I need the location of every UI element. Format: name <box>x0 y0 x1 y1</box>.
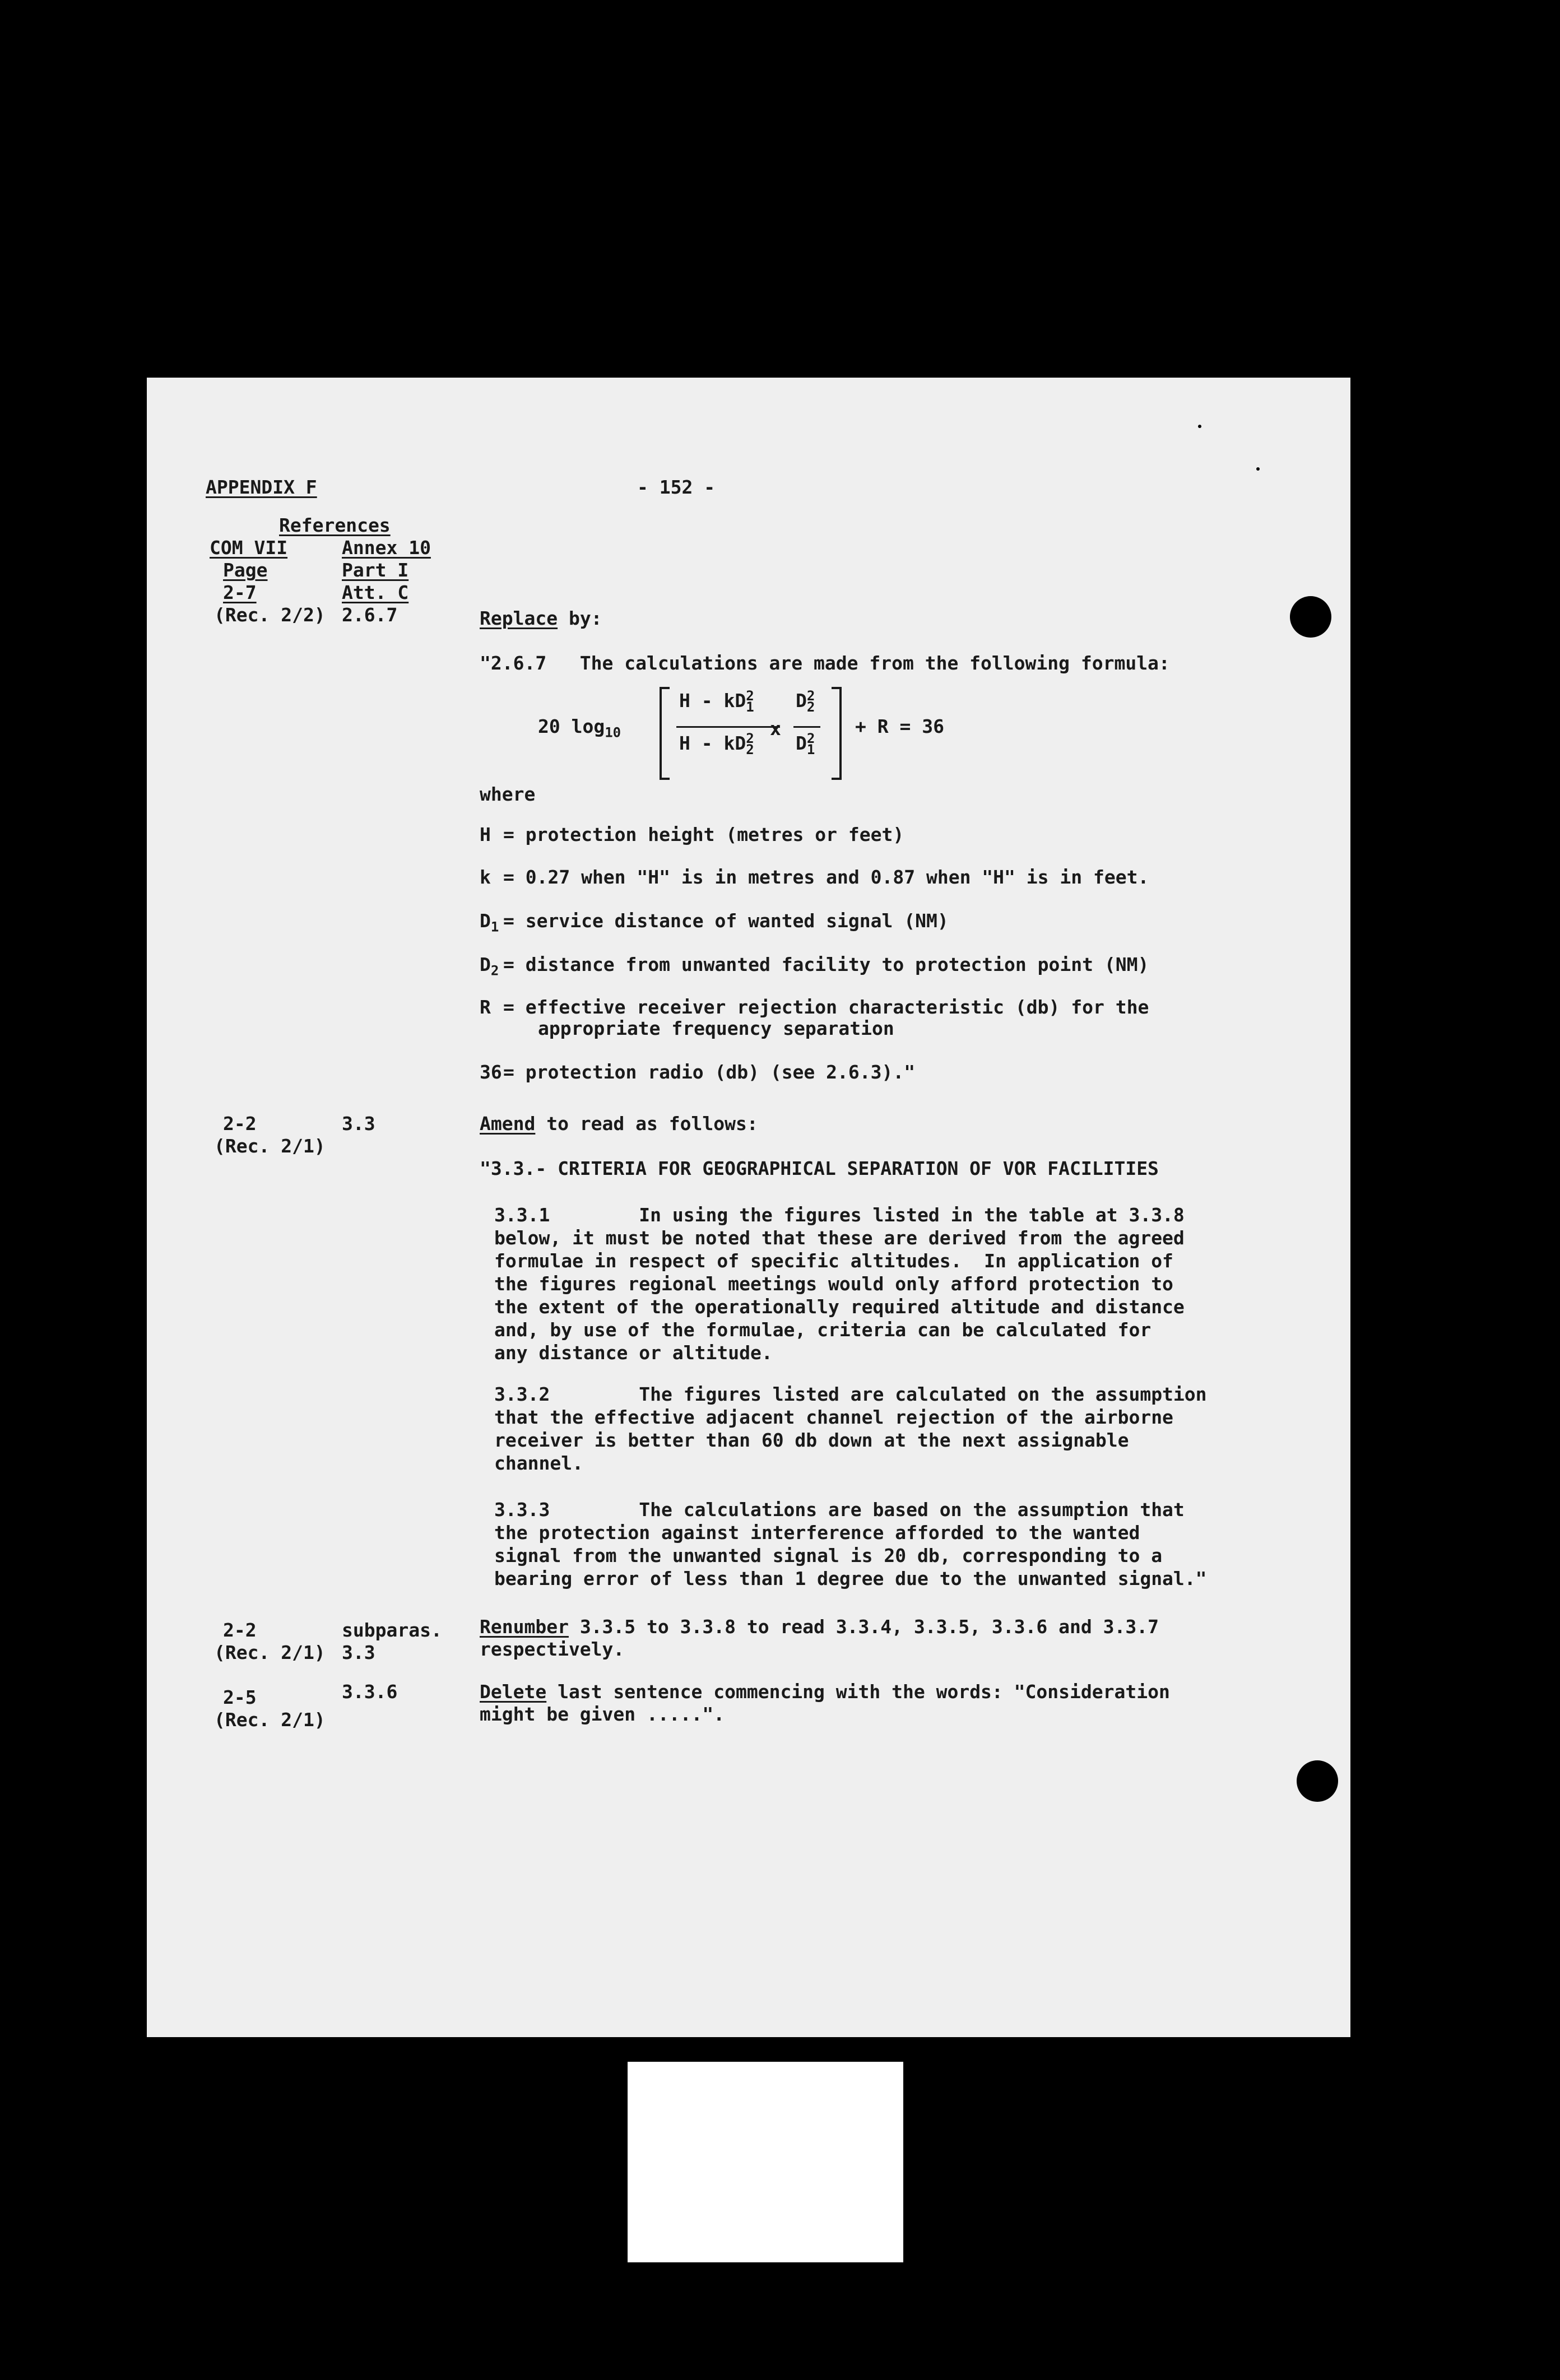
entry4-rest2: might be given .....". <box>480 1703 725 1725</box>
def-d2-symbol: $D_2$ <box>480 954 499 979</box>
entry3-verb: Renumber <box>480 1616 569 1638</box>
formula-times: x <box>770 718 781 740</box>
document-page <box>147 378 1350 2037</box>
def-k-text: = 0.27 when "H" is in metres and 0.87 when "H" is in feet. <box>503 866 1149 888</box>
white-card <box>628 2062 903 2262</box>
ref-col2-sub: Part I <box>342 559 409 581</box>
fraction-bar-b <box>793 726 820 728</box>
entry3-page: 2-2 <box>223 1619 257 1641</box>
page-number: - 152 - <box>637 476 716 498</box>
entry1-page: 2-7 <box>223 582 257 603</box>
para-3-3-1: 3.3.1 In using the figures listed in the table at 3.3.8 below, it must be noted that these are derived from the agreed formulae in respect of specific altitudes. In application of the figures regional meetings would only afford protection to the extent of the operationally required altitude and distance and, by use of the formulae, criteria can be calculated for any distance or altitude. <box>494 1204 1185 1364</box>
def-d1-symbol: $D_1$ <box>480 910 499 935</box>
entry1-rest: by: <box>558 607 602 629</box>
appendix-label: APPENDIX F <box>206 476 317 498</box>
def-r-symbol: R <box>480 996 491 1018</box>
section-heading: "3.3.- CRITERIA FOR GEOGRAPHICAL SEPARATION OF VOR FACILITIES <box>480 1158 1159 1179</box>
entry1-ref: 2.6.7 <box>342 604 398 626</box>
entry3-rest: 3.3.5 to 3.3.8 to read 3.3.4, 3.3.5, 3.3.6 and 3.3.7 <box>568 1616 1159 1638</box>
def-36-text: = protection radio (db) (see 2.6.3)." <box>503 1061 916 1083</box>
entry4-page: 2-5 <box>223 1686 257 1708</box>
formula-den-b: D 2 1 <box>796 731 815 757</box>
entry2-instruction <box>480 1113 758 1135</box>
right-bracket <box>832 687 842 780</box>
def-36-symbol: 36 <box>480 1061 502 1083</box>
def-r-text-1: = effective receiver rejection characteristic (db) for the <box>503 996 1149 1018</box>
def-k-symbol: k <box>480 866 491 888</box>
entry3-rest2: respectively. <box>480 1638 625 1660</box>
ref-col2-att: Att. C <box>342 582 409 603</box>
entry3-ref2: 3.3 <box>342 1642 375 1663</box>
ref-col1-head: COM VII <box>210 537 288 559</box>
entry2-page: 2-2 <box>223 1113 257 1135</box>
where-label: where <box>480 783 536 805</box>
ref-col2-head: Annex 10 <box>342 537 431 559</box>
formula-num-a: H - kD 2 1 <box>679 688 754 715</box>
entry2-ref: 3.3 <box>342 1113 375 1135</box>
para-3-3-3: 3.3.3 The calculations are based on the assumption that the protection against interference afforded to the wanted signal from the unwanted signal is 20 db, corresponding to a bearing error of less than 1 degree due to the unwanted signal." <box>494 1499 1207 1589</box>
formula-prefix: 20 $\log_{10}$ <box>538 715 621 741</box>
entry4-rest: last sentence commencing with the words: "Consideration <box>546 1681 1170 1703</box>
references-title: References <box>279 514 391 536</box>
formula-den-a: H - kD 2 2 <box>679 731 754 757</box>
entry4-instruction <box>480 1681 1170 1703</box>
entry1-rec: (Rec. 2/2) <box>214 604 326 626</box>
fraction-bar-a <box>676 726 780 728</box>
entry1-verb: Replace <box>480 607 558 629</box>
formula-suffix: + R = 36 <box>855 715 944 737</box>
entry3-rec: (Rec. 2/1) <box>214 1642 326 1663</box>
entry3-instruction <box>480 1616 1159 1638</box>
entry4-ref: 3.3.6 <box>342 1681 398 1703</box>
entry4-rec: (Rec. 2/1) <box>214 1709 326 1731</box>
scan-speck <box>1198 425 1201 428</box>
formula-num-b: D 2 2 <box>796 688 815 715</box>
def-d1-text: = service distance of wanted signal (NM) <box>503 910 949 932</box>
def-h-symbol: H <box>480 824 491 845</box>
def-d2-text: = distance from unwanted facility to protection point (NM) <box>503 954 1149 975</box>
entry1-instruction <box>480 607 602 630</box>
scan-speck <box>1256 467 1260 471</box>
entry2-rec: (Rec. 2/1) <box>214 1135 326 1157</box>
punch-hole-bottom <box>1297 1760 1338 1802</box>
entry2-verb: Amend <box>480 1113 536 1135</box>
quote-intro: "2.6.7 The calculations are made from the following formula: <box>480 652 1170 674</box>
entry4-verb: Delete <box>480 1681 547 1703</box>
def-h-text: = protection height (metres or feet) <box>503 824 904 845</box>
left-bracket <box>660 687 670 780</box>
punch-hole-top <box>1290 596 1331 638</box>
entry3-ref1: subparas. <box>342 1619 442 1641</box>
entry2-rest: to read as follows: <box>535 1113 758 1135</box>
ref-col1-sub: Page <box>223 559 268 581</box>
para-3-3-2: 3.3.2 The figures listed are calculated on the assumption that the effective adjacent channel rejection of the airborne receiver is better than 60 db down at the next assignable channel. <box>494 1383 1207 1474</box>
def-r-text-2: appropriate frequency separation <box>538 1017 894 1039</box>
